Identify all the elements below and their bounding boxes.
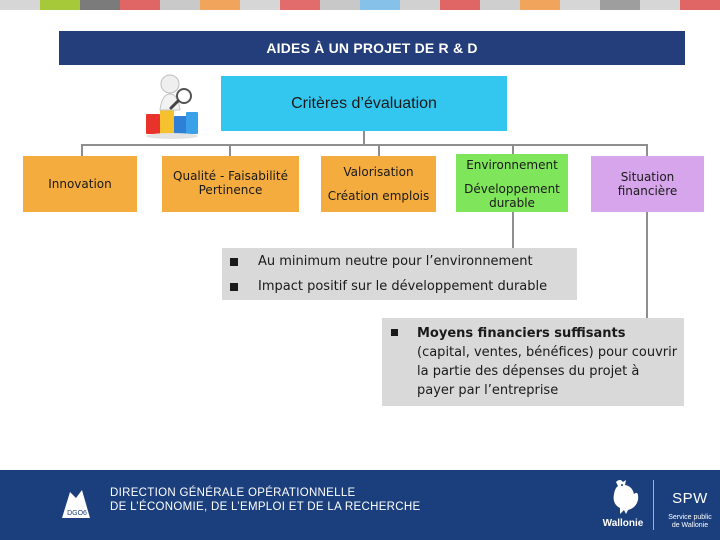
criterion-quality-line2: Pertinence <box>198 183 263 197</box>
person-with-magnifier-and-folders-icon <box>140 72 204 142</box>
criterion-valorisation-line1: Valorisation <box>343 165 414 179</box>
stripe-segment <box>120 0 160 10</box>
criterion-finance-line2: financière <box>617 184 678 198</box>
stripe-segment <box>200 0 240 10</box>
slide-title: AIDES À UN PROJET DE R & D <box>59 31 685 65</box>
criterion-quality-line1: Qualité - Faisabilité <box>173 169 288 183</box>
connector-innovation <box>81 144 83 156</box>
criterion-finance-line1: Situation <box>620 170 675 184</box>
square-bullet-icon <box>230 258 238 266</box>
stripe-segment <box>600 0 640 10</box>
stripe-segment <box>80 0 120 10</box>
stripe-segment <box>240 0 280 10</box>
stripe-segment <box>560 0 600 10</box>
square-bullet-icon <box>230 283 238 291</box>
connector-environment <box>512 144 514 154</box>
footer-line-2: DE L’ÉCONOMIE, DE L’EMPLOI ET DE LA RECHERCHE <box>110 501 421 513</box>
criterion-finance <box>591 156 704 212</box>
spw-logo-text: SPW <box>672 490 708 507</box>
spw-subtitle-line-2: de Wallonie <box>671 522 709 529</box>
environment-bullet-2 <box>230 279 547 294</box>
stripe-segment <box>320 0 360 10</box>
stripe-segment <box>360 0 400 10</box>
environment-bullet-1-text: Au minimum neutre pour l’environnement <box>258 254 533 269</box>
connector-horizontal <box>81 144 647 146</box>
connector-finance <box>646 144 648 156</box>
wallonie-rooster-icon <box>606 476 642 516</box>
evaluation-criteria-root: Critères d’évaluation <box>221 76 507 131</box>
footer-separator <box>653 480 654 530</box>
connector-valorisation <box>378 144 380 156</box>
criterion-innovation <box>23 156 137 212</box>
dgo6-logo-text: DGO6 <box>67 510 87 517</box>
environment-bullet-2-text: Impact positif sur le développement durable <box>258 279 548 294</box>
footer-department-name <box>110 486 420 514</box>
criterion-environment-line1: Environnement <box>466 158 558 172</box>
footer-bar <box>0 470 720 540</box>
stripe-segment <box>640 0 680 10</box>
connector-root-down <box>363 131 365 145</box>
criterion-environment <box>456 154 568 212</box>
connector-finance-to-panel <box>646 212 648 318</box>
criterion-valorisation <box>321 156 436 212</box>
connector-quality <box>229 144 231 156</box>
stripe-segment <box>480 0 520 10</box>
square-bullet-icon <box>391 329 398 336</box>
finance-bullet-rest: (capital, ventes, bénéfices) pour couvrir la partie des dépenses du projet à payer par l’entreprise <box>417 345 678 398</box>
environment-bullet-1 <box>230 254 533 269</box>
stripe-segment <box>280 0 320 10</box>
wallonie-label: Wallonie <box>602 518 644 529</box>
stripe-segment <box>160 0 200 10</box>
criterion-quality <box>162 156 299 212</box>
footer-line-1: DIRECTION GÉNÉRALE OPÉRATIONNELLE <box>110 487 356 499</box>
stripe-segment <box>400 0 440 10</box>
stripe-segment <box>680 0 720 10</box>
stripe-segment <box>40 0 80 10</box>
criterion-valorisation-line2: Création emplois <box>327 189 430 203</box>
stripe-segment <box>520 0 560 10</box>
top-color-stripe <box>0 0 720 10</box>
spw-subtitle-line-1: Service public <box>668 514 712 521</box>
criterion-environment-line2: Développement durable <box>464 182 560 210</box>
stripe-segment <box>440 0 480 10</box>
dgo6-logo-icon <box>56 484 96 524</box>
finance-bullet-bold: Moyens financiers suffisants <box>417 326 626 341</box>
stripe-segment <box>0 0 40 10</box>
criterion-innovation-line1: Innovation <box>48 177 112 191</box>
connector-env-to-panel <box>512 212 514 248</box>
spw-logo-subtitle <box>663 514 717 530</box>
finance-bullet-text <box>417 324 679 400</box>
